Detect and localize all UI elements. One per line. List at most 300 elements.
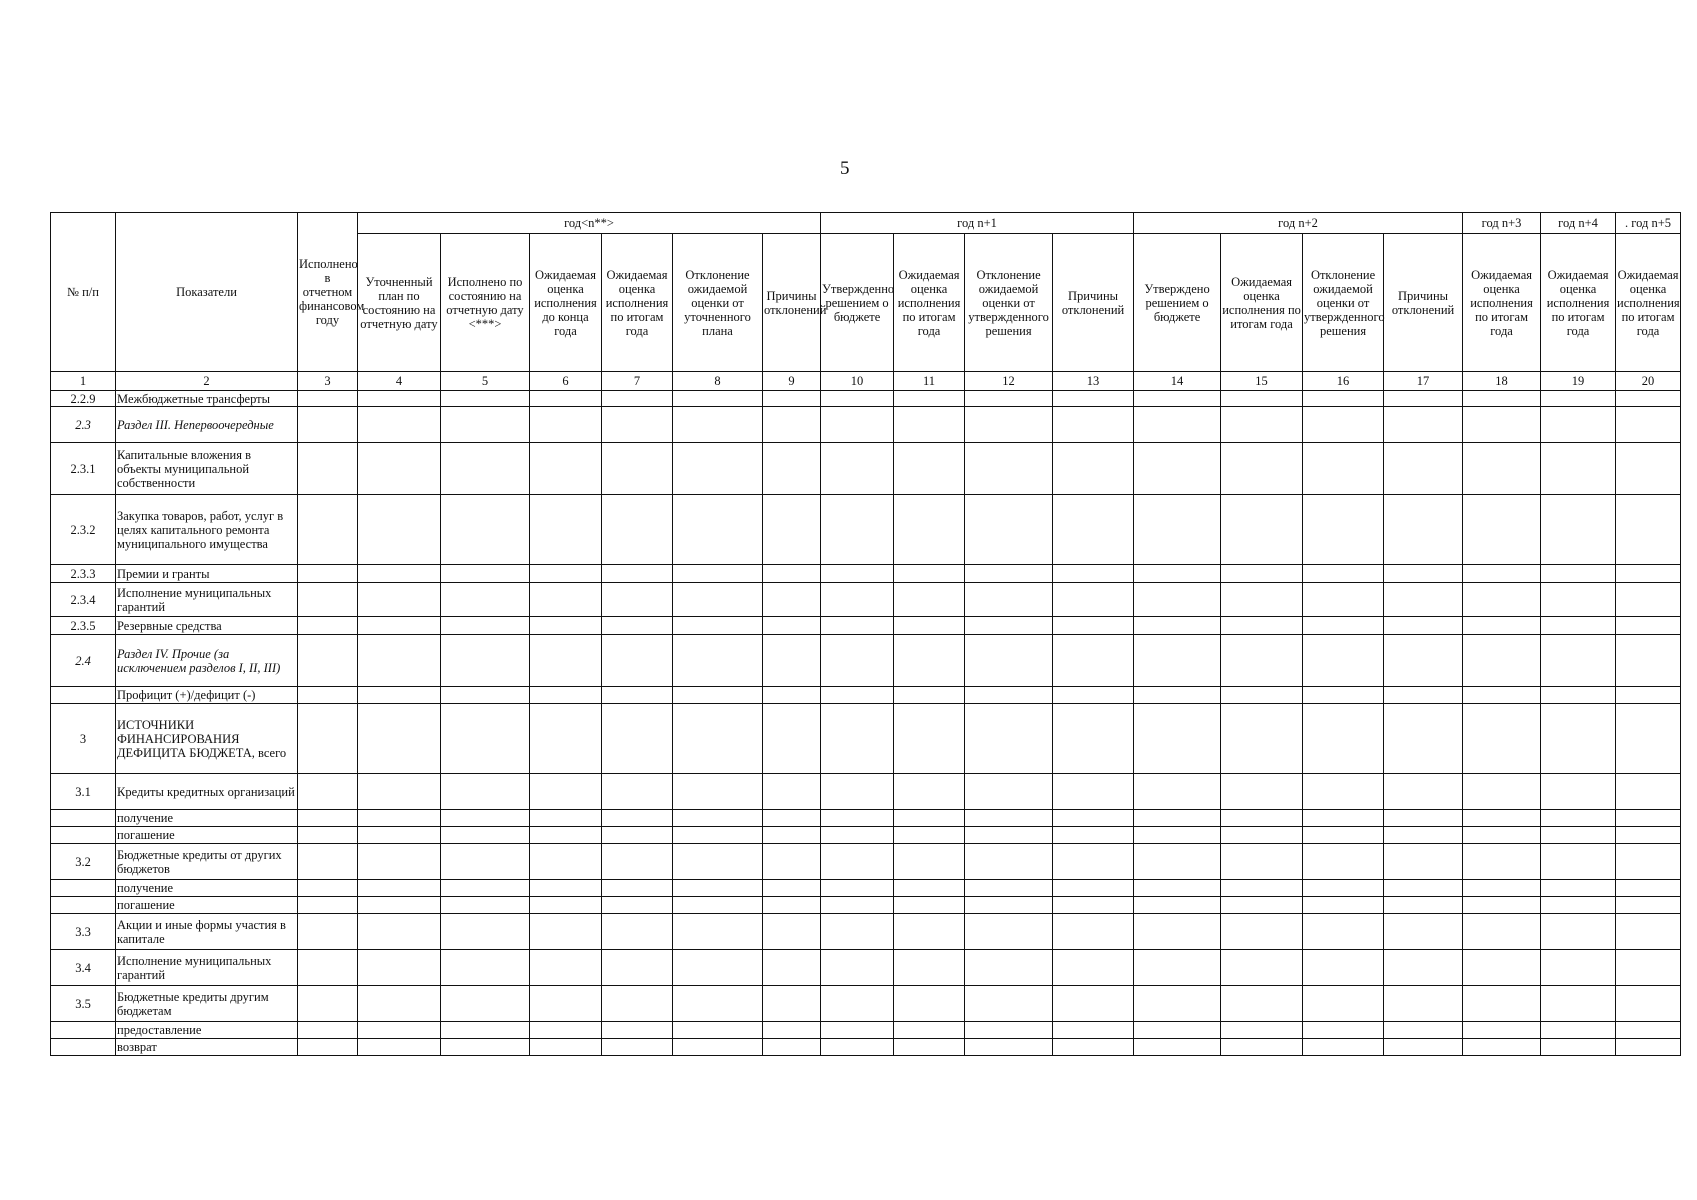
empty-cell [1303,950,1384,986]
header-sub: Утвержденно решением о бюджете [821,234,894,372]
empty-cell [602,565,673,583]
empty-cell [602,880,673,897]
empty-cell [894,950,965,986]
column-number: 15 [1221,372,1303,391]
empty-cell [965,617,1053,635]
header-group-n2: год n+2 [1134,213,1463,234]
row-number: 2.3.2 [51,495,116,565]
table-row [51,880,1681,897]
empty-cell [530,617,602,635]
empty-cell [673,617,763,635]
row-label: Раздел III. Непервоочередные [116,407,298,443]
empty-cell [1541,897,1616,914]
empty-cell [1541,774,1616,810]
empty-cell [298,687,358,704]
empty-cell [358,704,441,774]
header-group-n3: год n+3 [1463,213,1541,234]
empty-cell [530,391,602,407]
empty-cell [602,950,673,986]
row-number: 2.3 [51,407,116,443]
empty-cell [965,897,1053,914]
empty-cell [298,914,358,950]
empty-cell [358,617,441,635]
empty-cell [763,844,821,880]
empty-cell [1134,844,1221,880]
empty-cell [763,565,821,583]
empty-cell [358,844,441,880]
empty-cell [1134,810,1221,827]
empty-cell [1541,617,1616,635]
empty-cell [1463,583,1541,617]
empty-cell [602,704,673,774]
header-group-row [51,213,1681,234]
budget-table [50,212,1681,1056]
empty-cell [602,810,673,827]
empty-cell [1384,950,1463,986]
empty-cell [821,1022,894,1039]
empty-cell [1134,391,1221,407]
empty-cell [894,495,965,565]
header-no: № п/п [51,213,116,372]
empty-cell [441,950,530,986]
column-number: 4 [358,372,441,391]
empty-cell [1053,495,1134,565]
empty-cell [821,986,894,1022]
empty-cell [763,897,821,914]
header-sub: Уточненный план по состоянию на отчетную дату [358,234,441,372]
empty-cell [1616,827,1681,844]
empty-cell [1303,635,1384,687]
table-row [51,774,1681,810]
empty-cell [894,391,965,407]
empty-cell [965,443,1053,495]
empty-cell [1384,687,1463,704]
empty-cell [1541,443,1616,495]
empty-cell [763,1022,821,1039]
empty-cell [602,986,673,1022]
empty-cell [441,1022,530,1039]
column-number: 19 [1541,372,1616,391]
empty-cell [763,1039,821,1056]
empty-cell [1463,565,1541,583]
empty-cell [1541,391,1616,407]
column-number: 9 [763,372,821,391]
empty-cell [821,704,894,774]
table-row [51,391,1681,407]
empty-cell [1463,1022,1541,1039]
empty-cell [530,1039,602,1056]
empty-cell [1616,774,1681,810]
empty-cell [1541,1022,1616,1039]
empty-cell [1221,407,1303,443]
empty-cell [1616,1039,1681,1056]
empty-cell [1541,583,1616,617]
empty-cell [1463,950,1541,986]
empty-cell [1053,1022,1134,1039]
empty-cell [965,827,1053,844]
empty-cell [441,986,530,1022]
empty-cell [821,495,894,565]
empty-cell [821,774,894,810]
header-sub: Ожидаемая оценка исполнения по итогам года [1221,234,1303,372]
empty-cell [1463,687,1541,704]
header-sub: Причины отклонений [1384,234,1463,372]
empty-cell [1134,443,1221,495]
row-label: Профицит (+)/дефицит (-) [116,687,298,704]
empty-cell [1541,687,1616,704]
empty-cell [1053,407,1134,443]
empty-cell [763,495,821,565]
column-number: 6 [530,372,602,391]
column-number: 14 [1134,372,1221,391]
header-sub: Ожидаемая оценка исполнения по итогам года [1463,234,1541,372]
empty-cell [1303,443,1384,495]
column-number: 12 [965,372,1053,391]
empty-cell [965,914,1053,950]
row-number: 3.1 [51,774,116,810]
empty-cell [673,495,763,565]
empty-cell [673,897,763,914]
empty-cell [1053,810,1134,827]
empty-cell [965,880,1053,897]
empty-cell [530,495,602,565]
empty-cell [1134,704,1221,774]
empty-cell [1384,407,1463,443]
empty-cell [441,827,530,844]
empty-cell [1303,986,1384,1022]
empty-cell [1053,687,1134,704]
empty-cell [821,617,894,635]
empty-cell [965,844,1053,880]
empty-cell [1303,810,1384,827]
empty-cell [965,635,1053,687]
empty-cell [965,810,1053,827]
empty-cell [821,880,894,897]
empty-cell [441,880,530,897]
empty-cell [602,391,673,407]
empty-cell [1303,1039,1384,1056]
empty-cell [673,844,763,880]
empty-cell [1384,635,1463,687]
empty-cell [358,391,441,407]
empty-cell [1463,391,1541,407]
row-label: Бюджетные кредиты другим бюджетам [116,986,298,1022]
empty-cell [763,950,821,986]
header-sub: Исполнено по состоянию на отчетную дату <***> [441,234,530,372]
empty-cell [298,407,358,443]
column-number: 11 [894,372,965,391]
empty-cell [965,774,1053,810]
empty-cell [1134,914,1221,950]
empty-cell [530,407,602,443]
empty-cell [1616,986,1681,1022]
empty-cell [821,1039,894,1056]
empty-cell [965,495,1053,565]
empty-cell [763,687,821,704]
empty-cell [530,583,602,617]
empty-cell [821,391,894,407]
table-row [51,565,1681,583]
empty-cell [1053,774,1134,810]
row-label: возврат [116,1039,298,1056]
empty-cell [894,986,965,1022]
empty-cell [530,443,602,495]
empty-cell [1221,687,1303,704]
empty-cell [821,827,894,844]
row-number: 2.4 [51,635,116,687]
row-label: Исполнение муниципальных гарантий [116,950,298,986]
empty-cell [1303,827,1384,844]
empty-cell [1616,391,1681,407]
row-label: Кредиты кредитных организаций [116,774,298,810]
empty-cell [894,810,965,827]
empty-cell [530,880,602,897]
empty-cell [530,687,602,704]
empty-cell [965,583,1053,617]
empty-cell [763,443,821,495]
row-label: Раздел IV. Прочие (за исключением разделов I, II, III) [116,635,298,687]
row-label: Акции и иные формы участия в капитале [116,914,298,950]
empty-cell [1053,880,1134,897]
empty-cell [894,1022,965,1039]
row-number: 2.3.3 [51,565,116,583]
header-sub: Ожидаемая оценка исполнения по итогам года [1616,234,1681,372]
empty-cell [602,583,673,617]
empty-cell [1053,704,1134,774]
empty-cell [1134,1022,1221,1039]
row-number: 2.3.5 [51,617,116,635]
empty-cell [441,583,530,617]
table-row [51,443,1681,495]
empty-cell [358,986,441,1022]
empty-cell [1221,583,1303,617]
empty-cell [1303,583,1384,617]
row-number: 3.4 [51,950,116,986]
empty-cell [1616,687,1681,704]
empty-cell [673,407,763,443]
column-number: 7 [602,372,673,391]
empty-cell [821,565,894,583]
empty-cell [602,687,673,704]
empty-cell [673,827,763,844]
empty-cell [821,635,894,687]
empty-cell [1384,897,1463,914]
empty-cell [673,914,763,950]
empty-cell [821,583,894,617]
header-group-n: год<n**> [358,213,821,234]
empty-cell [673,704,763,774]
column-number-row [51,372,1681,391]
empty-cell [1541,1039,1616,1056]
empty-cell [1221,986,1303,1022]
table-row [51,704,1681,774]
empty-cell [894,880,965,897]
column-number: 18 [1463,372,1541,391]
empty-cell [441,495,530,565]
column-number: 17 [1384,372,1463,391]
empty-cell [763,635,821,687]
empty-cell [1053,583,1134,617]
empty-cell [298,391,358,407]
empty-cell [821,914,894,950]
row-label: получение [116,810,298,827]
empty-cell [602,827,673,844]
row-number: 2.3.4 [51,583,116,617]
empty-cell [1541,827,1616,844]
empty-cell [602,1022,673,1039]
empty-cell [894,687,965,704]
empty-cell [1134,827,1221,844]
empty-cell [763,880,821,897]
empty-cell [1384,495,1463,565]
empty-cell [1463,495,1541,565]
empty-cell [1134,565,1221,583]
page-number: 5 [840,158,850,179]
column-number: 5 [441,372,530,391]
empty-cell [821,443,894,495]
empty-cell [1134,635,1221,687]
empty-cell [602,443,673,495]
empty-cell [1303,844,1384,880]
empty-cell [530,774,602,810]
row-number: 3.3 [51,914,116,950]
empty-cell [673,810,763,827]
header-sub: Утверждено решением о бюджете [1134,234,1221,372]
empty-cell [441,810,530,827]
empty-cell [965,1022,1053,1039]
empty-cell [1384,443,1463,495]
empty-cell [673,635,763,687]
empty-cell [673,1022,763,1039]
empty-cell [358,810,441,827]
empty-cell [821,897,894,914]
empty-cell [530,844,602,880]
empty-cell [1616,565,1681,583]
empty-cell [1221,914,1303,950]
row-number: 3.2 [51,844,116,880]
empty-cell [1303,880,1384,897]
empty-cell [1221,1022,1303,1039]
empty-cell [1053,986,1134,1022]
empty-cell [1463,774,1541,810]
table-row [51,617,1681,635]
empty-cell [1221,844,1303,880]
empty-cell [1463,844,1541,880]
empty-cell [530,914,602,950]
empty-cell [1541,565,1616,583]
empty-cell [1384,774,1463,810]
table-row [51,407,1681,443]
empty-cell [1053,443,1134,495]
empty-cell [1616,914,1681,950]
empty-cell [1616,617,1681,635]
empty-cell [1221,897,1303,914]
empty-cell [894,844,965,880]
empty-cell [1053,827,1134,844]
empty-cell [1384,704,1463,774]
empty-cell [358,1022,441,1039]
header-sub: Причины отклонений [1053,234,1134,372]
empty-cell [530,897,602,914]
empty-cell [441,774,530,810]
empty-cell [358,897,441,914]
empty-cell [894,1039,965,1056]
header-indicators: Показатели [116,213,298,372]
empty-cell [358,827,441,844]
empty-cell [763,810,821,827]
empty-cell [763,407,821,443]
header-sub: Отклонение ожидаемой оценки от уточненного плана [673,234,763,372]
table-body [51,391,1681,1056]
row-number: 2.2.9 [51,391,116,407]
table-row [51,986,1681,1022]
row-number: 2.3.1 [51,443,116,495]
empty-cell [1616,443,1681,495]
empty-cell [1541,950,1616,986]
empty-cell [1384,827,1463,844]
empty-cell [1303,774,1384,810]
empty-cell [358,565,441,583]
empty-cell [1053,844,1134,880]
empty-cell [441,704,530,774]
empty-cell [602,897,673,914]
empty-cell [965,687,1053,704]
empty-cell [602,635,673,687]
table-row [51,827,1681,844]
empty-cell [1303,704,1384,774]
empty-cell [441,407,530,443]
empty-cell [530,565,602,583]
row-label: Закупка товаров, работ, услуг в целях капитального ремонта муниципального имущества [116,495,298,565]
empty-cell [1221,617,1303,635]
empty-cell [441,391,530,407]
empty-cell [1134,774,1221,810]
empty-cell [965,391,1053,407]
empty-cell [1303,407,1384,443]
empty-cell [1303,687,1384,704]
row-label: погашение [116,827,298,844]
header-group-n5: . год n+5 [1616,213,1681,234]
header-group-n1: год n+1 [821,213,1134,234]
empty-cell [673,443,763,495]
empty-cell [358,1039,441,1056]
column-number: 13 [1053,372,1134,391]
header-sub: Причины отклонений [763,234,821,372]
empty-cell [530,810,602,827]
empty-cell [763,391,821,407]
header-sub: Ожидаемая оценка исполнения до конца года [530,234,602,372]
empty-cell [1221,635,1303,687]
empty-cell [1221,391,1303,407]
empty-cell [298,986,358,1022]
empty-cell [441,443,530,495]
empty-cell [1134,1039,1221,1056]
empty-cell [1463,810,1541,827]
empty-cell [1384,617,1463,635]
header-group-n4: год n+4 [1541,213,1616,234]
empty-cell [821,844,894,880]
empty-cell [1053,617,1134,635]
header-sub: Ожидаемая оценка исполнения по итогам года [1541,234,1616,372]
empty-cell [530,704,602,774]
empty-cell [894,827,965,844]
empty-cell [298,810,358,827]
header-sub: Ожидаемая оценка исполнения по итогам года [894,234,965,372]
empty-cell [1134,986,1221,1022]
empty-cell [298,617,358,635]
empty-cell [358,407,441,443]
empty-cell [1221,950,1303,986]
